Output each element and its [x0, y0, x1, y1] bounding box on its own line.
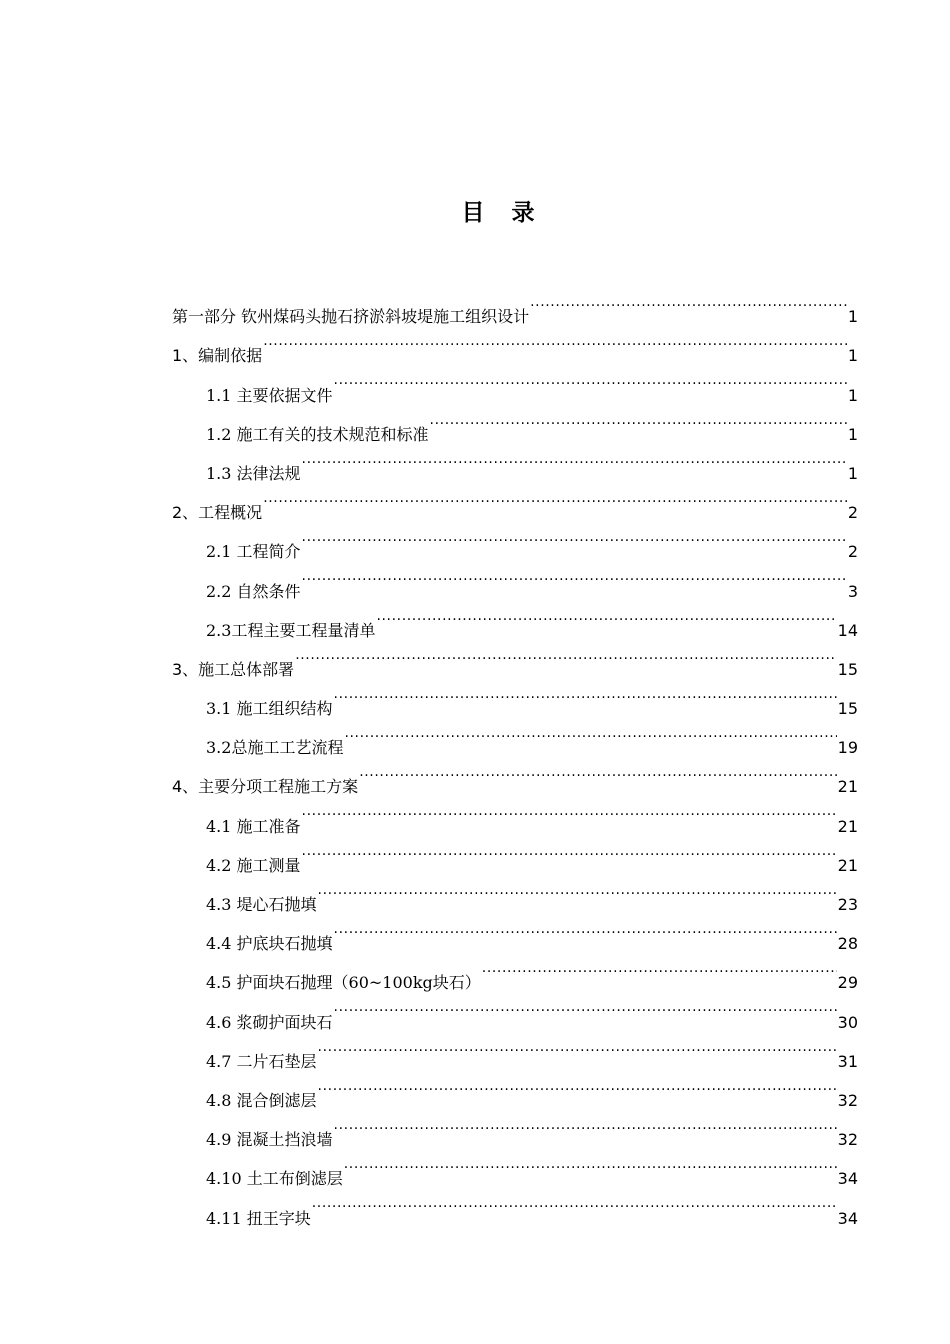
toc-leader-dots [302, 832, 837, 871]
toc-entry-text: 2、工程概况 [172, 503, 263, 523]
toc-entry-page: 3 [847, 581, 858, 601]
toc-entry-text: 4.1 施工准备 [206, 816, 301, 836]
toc-entry-text: 4.5 护面块石抛理（60~100kg块石） [206, 973, 481, 993]
toc-entry-text: 3、施工总体部署 [172, 659, 295, 679]
toc-entry-text: 1.2 施工有关的技术规范和标准 [206, 424, 429, 444]
toc-leader-dots [359, 753, 836, 792]
toc-entry-page: 30 [837, 1012, 858, 1032]
toc-leader-dots [263, 322, 847, 361]
toc-entry-page: 15 [837, 659, 858, 679]
toc-leader-dots [312, 1184, 837, 1223]
toc-entry-page: 21 [837, 816, 858, 836]
toc-entry[interactable] [172, 322, 858, 366]
toc-title: 目 录 [461, 200, 537, 226]
toc-entry-text: 2.2 自然条件 [206, 581, 301, 601]
toc-leader-dots [334, 910, 837, 949]
toc-entry-text: 3.1 施工组织结构 [206, 699, 333, 719]
toc-leader-dots [344, 714, 836, 753]
toc-leader-dots [376, 597, 836, 636]
toc-entry-text: 4.3 堤心石抛填 [206, 895, 317, 914]
toc-entry-page: 1 [847, 307, 858, 327]
toc-entry-text: 2.1 工程简介 [206, 542, 301, 562]
toc-entry[interactable] [172, 283, 858, 327]
toc-entry-page: 23 [837, 895, 858, 914]
toc-entry-page: 34 [837, 1169, 858, 1189]
toc-entry-page: 28 [837, 934, 858, 954]
toc-leader-dots [302, 440, 847, 479]
toc-entry-text: 4.2 施工测量 [206, 855, 301, 875]
toc-entry-text: 1、编制依据 [172, 346, 263, 366]
toc-entry-page: 32 [837, 1090, 858, 1110]
toc-entry-page: 21 [837, 855, 858, 875]
toc-entry-text: 4、主要分项工程施工方案 [172, 777, 359, 797]
toc-entry-text: 第一部分 钦州煤码头抛石挤淤斜坡堤施工组织设计 [172, 307, 530, 327]
toc-entry-text: 4.9 混凝土挡浪墙 [206, 1130, 333, 1150]
toc-leader-dots [318, 871, 837, 910]
toc-entry-text: 1.3 法律法规 [206, 463, 301, 483]
toc-leader-dots [263, 479, 847, 518]
toc-entry-text: 4.11 扭王字块 [206, 1208, 311, 1228]
toc-leader-dots [334, 1106, 837, 1145]
toc-leader-dots [295, 636, 836, 675]
toc-entry-text: 2.3工程主要工程量清单 [206, 620, 376, 640]
toc-entry-page: 19 [837, 738, 858, 758]
toc-entry-page: 14 [837, 620, 858, 640]
toc-entry-page: 21 [837, 777, 858, 797]
toc-entry-page: 1 [847, 424, 858, 444]
toc-entry[interactable] [172, 518, 858, 562]
toc-leader-dots [302, 557, 847, 596]
toc-list [172, 283, 858, 1228]
toc-leader-dots [482, 949, 837, 988]
toc-entry-page: 1 [847, 385, 858, 405]
toc-leader-dots [302, 518, 847, 557]
toc-entry-page: 34 [837, 1208, 858, 1228]
toc-leader-dots [530, 283, 847, 322]
toc-leader-dots [334, 675, 837, 714]
toc-entry-page: 1 [847, 463, 858, 483]
toc-leader-dots [334, 988, 837, 1027]
toc-entry-text: 4.8 混合倒滤层 [206, 1090, 317, 1110]
toc-leader-dots [318, 1028, 837, 1067]
toc-leader-dots [302, 792, 837, 831]
toc-entry[interactable] [172, 479, 858, 523]
toc-entry-text: 1.1 主要依据文件 [206, 385, 333, 405]
toc-entry-text: 4.6 浆砌护面块石 [206, 1012, 333, 1032]
toc-entry-page: 2 [847, 542, 858, 562]
toc-entry-page: 2 [847, 503, 858, 523]
toc-leader-dots [344, 1145, 837, 1184]
toc-entry-page: 15 [837, 699, 858, 719]
toc-leader-dots [318, 1067, 837, 1106]
toc-entry-page: 32 [837, 1130, 858, 1150]
toc-entry-text: 4.7 二片石垫层 [206, 1051, 317, 1071]
toc-entry-page: 29 [837, 973, 858, 993]
toc-entry-text: 4.4 护底块石抛填 [206, 934, 333, 954]
toc-entry[interactable] [172, 361, 858, 405]
toc-entry-text: 3.2总施工工艺流程 [206, 738, 344, 758]
toc-entry-text: 4.10 土工布倒滤层 [206, 1169, 343, 1189]
toc-leader-dots [430, 401, 847, 440]
toc-leader-dots [334, 361, 847, 400]
toc-entry-page: 31 [837, 1051, 858, 1071]
toc-entry-page: 1 [847, 346, 858, 366]
